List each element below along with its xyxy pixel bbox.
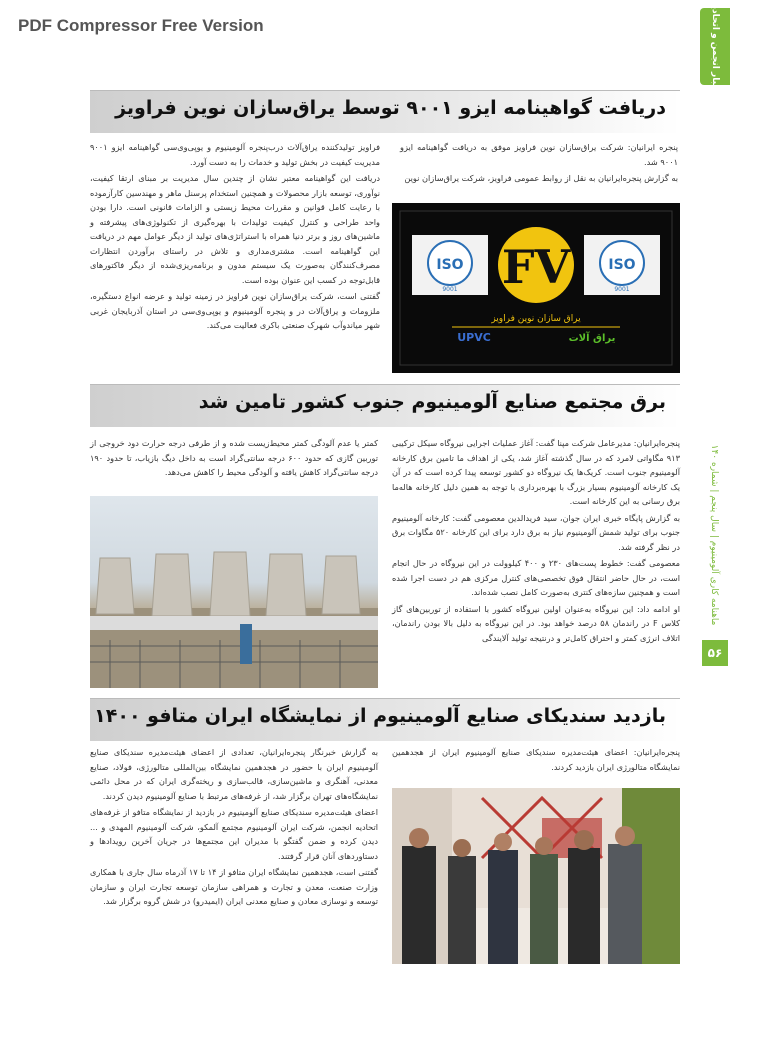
brand-name: یراق سازان نوین فراویز: [491, 314, 581, 324]
watermark: PDF Compressor Free Version: [18, 16, 264, 35]
paragraph: اعضای هیئت‌مدیره سندیکای صنایع آلومینیوم در بازدید از نمایشگاه متافو از غرفه‌های اتحادیه انجمن، شرکت ایران آلومینیوم مجتمع آلمکو، شرکت آلومینیوم المهدی و ... دیدن کرده و ضمن گفتگو با مدیران این مجتمع‌ها در جریان آخرین رویدادها و دستاوردهای آنان قرار گرفتند.: [90, 807, 378, 861]
power-plant-graphic: [90, 496, 378, 688]
paragraph: گفتنی است، شرکت یراق‌سازان نوین فراویز در زمینه تولید و عرضه انواع دستگیره، ملزومات و یراق‌آلات در و پنجره آلومینیوم و یو‌پی‌وی‌سی در استان آذربایجان غربی شهر میاندوآب شهرک صنعتی باکری فعالیت می‌کند.: [90, 291, 380, 330]
fv-logo-image: [392, 203, 680, 373]
section-tab-label: اخبار انجمن و اتحادیه: [710, 0, 720, 94]
magazine-strip: [704, 430, 724, 640]
hardware-label: یراق آلات: [568, 333, 616, 344]
paragraph: دریافت این گواهینامه معتبر نشان از چندین سال مدیریت بر مبنای ارتقا کیفیت، نوآوری، توسعه بازار محصولات و همچنین استخدام پرسنل ماهر و مهندسین کارآزموده با رعایت کامل قوانین و مقررات محیط زیستی و الزامات قانونی است. دارا بودن واحد طراحی و کنترل کیفیت تولیدات با بهره‌گیری از تکنولوژی‌های پیشرفته و ماشین‌های روز و برتر دنیا همراه با استراتژی‌های تولید از دیگر عوامل مهم در دریافت این گواهینامه است. مشتری‌مداری و تلاش در راستای برآوردن انتظارات مصرف‌کنندگان به‌صورت یک سیستم مدون و برنامه‌ریزی‌شده از دیگر فاکتورهای قابل‌توجه در کسب این عنوان بوده است.: [90, 173, 380, 285]
article1-col-left: [90, 140, 380, 335]
paragraph: به گزارش پایگاه خبری ایران جوان، سید فریدالدین معصومی گفت: کارخانه آلومینیوم جنوب برای تولید شمش آلومینیوم نیاز به برق دارد برای این کارخانه ۵۲۰ مگاوات برق در نظر گرفته شد.: [392, 512, 680, 552]
article1-col-right: [400, 140, 678, 188]
fv-letters: FV: [501, 240, 571, 294]
article3-col-right: [392, 745, 680, 776]
article3-title: بازدید سندیکای صنایع آلومینیوم از نمایشگاه ایران متافو ۱۴۰۰: [94, 705, 666, 727]
group-photo: [392, 788, 680, 964]
page-number: ۵۶: [702, 640, 728, 666]
paragraph: کمتر یا عدم آلودگی کمتر محیط‌زیست شده و از طرفی درجه حرارت دود خروجی از توربین گازی که حدود ۶۰۰ درجه سانتی‌گراد است به داخل دیگ بازیاب، تا حدود ۱۹۰ درجه سانتی‌گراد کاهش یافته و آلودگی محیط را کاهش می‌دهد.: [90, 438, 379, 477]
paragraph: او ادامه داد: این نیروگاه به‌عنوان اولین نیروگاه کشور با استفاده از توربین‌های گاز کلاس F در راندمان ۵۸ درصد خواهد بود. در این نیروگاه به دلیل بالا بودن راندمان، اتلاف انرژی کمتر و احتراق کامل‌تر و درنتیجه تولید آلایندگی: [392, 603, 680, 643]
iso-left-number: 9001: [442, 286, 458, 293]
paragraph: به گزارش خبرنگار پنجره‌ایرانیان، تعدادی از اعضای هیئت‌مدیره سندیکای صنایع آلومینیوم ایران با حضور در هجدهمین نمایشگاه بین‌المللی متالورژی، فولاد، صنایع معدنی، آهنگری و ماشین‌سازی، قالب‌سازی و ریخته‌گری ایران که در محل دائمی نمایشگاه‌های تهران برگزار شد، از غرفه‌های مرتبط با صنایع آلومینیوم دیدن کردند.: [90, 747, 378, 801]
paragraph: گفتنی است، هجدهمین نمایشگاه ایران متافو از ۱۴ تا ۱۷ آذرماه سال جاری با همکاری وزارت صنعت، معدن و تجارت و همراهی سازمان توسعه تجارت ایران و سازمان توسعه و نوسازی معادن و صنایع معدنی ایران (ایمیدرو) در شش گروه برگزار شد.: [90, 867, 378, 906]
paragraph: به گزارش پنجره‌ایرانیان به نقل از روابط عمومی فراویز، شرکت یراق‌سازان نوین: [404, 173, 678, 183]
paragraph: معصومی گفت: خطوط پست‌های ۲۳۰ و ۴۰۰ کیلوولت در این نیروگاه در حال انجام است، در حال حاضر انتقال فوق تخصصی‌های کنترل مرکزی هم در دست اجرا شده است و همچنین سازه‌های کنتری به‌صورت کامل نصب شده‌اند.: [392, 558, 681, 597]
magazine-strip-text: ماهنامه کاری آلومینیوم | سال پنجم | شماره ۱۴۰: [709, 444, 719, 626]
paragraph: فراویز تولیدکننده یراق‌آلات درب‌پنجره آلومینیوم و یو‌پی‌وی‌سی گواهینامه ایزو ۹۰۰۱ مدیریت کیفیت در بخش تولید و خدمات را به دست آورد.: [90, 142, 380, 167]
section-tab: [700, 0, 730, 94]
article2-title: برق مجتمع صنایع آلومینیوم جنوب کشور تامین شد: [198, 391, 666, 413]
power-plant-photo: [90, 496, 378, 688]
iso-left-text: ISO: [436, 257, 464, 273]
paragraph: پنجره ایرانیان: شرکت یراق‌سازان نوین فراویز موفق به دریافت گواهینامه ایزو ۹۰۰۱ شد.: [400, 142, 678, 167]
article2-title-band: [90, 384, 680, 427]
article1-title: دریافت گواهینامه ایزو ۹۰۰۱ توسط یراق‌سازان نوین فراویز: [115, 97, 666, 119]
paragraph: پنجره‌ایرانیان: مدیرعامل شرکت مپنا گفت: آغاز عملیات اجرایی نیروگاه سیکل ترکیبی ۹۱۳ مگاواتی لامرد که در سال گذشته آغاز شد، یکی از اهداف ما تامین برق کارخانه آلومینیوم جنوب است. کریک‌ها یک نیروگاه دو کشور توسعه پیدا کرده است که در آن یک کارخانه آلومینیوم بسیار بزرگ با بهره‌برداری با توجه به همین دلیل کارخانه هاله‌ما برق رسانی به این کارخانه است.: [392, 438, 680, 506]
article2-col-left: [90, 436, 378, 482]
cooling-towers: [96, 552, 360, 616]
iso-right-number: 9001: [614, 286, 630, 293]
group-photo-graphic: [392, 788, 680, 964]
paragraph: پنجره‌ایرانیان: اعضای هیئت‌مدیره سندیکای صنایع آلومینیوم ایران از هجدهمین نمایشگاه متالورژی ایران بازدید کردند.: [392, 747, 680, 772]
article3-title-band: [90, 698, 680, 741]
article3-col-left: [90, 745, 378, 911]
article2-col-right: [392, 436, 680, 647]
fv-logo-graphic: [392, 203, 680, 373]
article1-title-band: [90, 90, 680, 133]
iso-right-text: ISO: [608, 257, 636, 273]
upvc-label: UPVC: [457, 331, 491, 344]
